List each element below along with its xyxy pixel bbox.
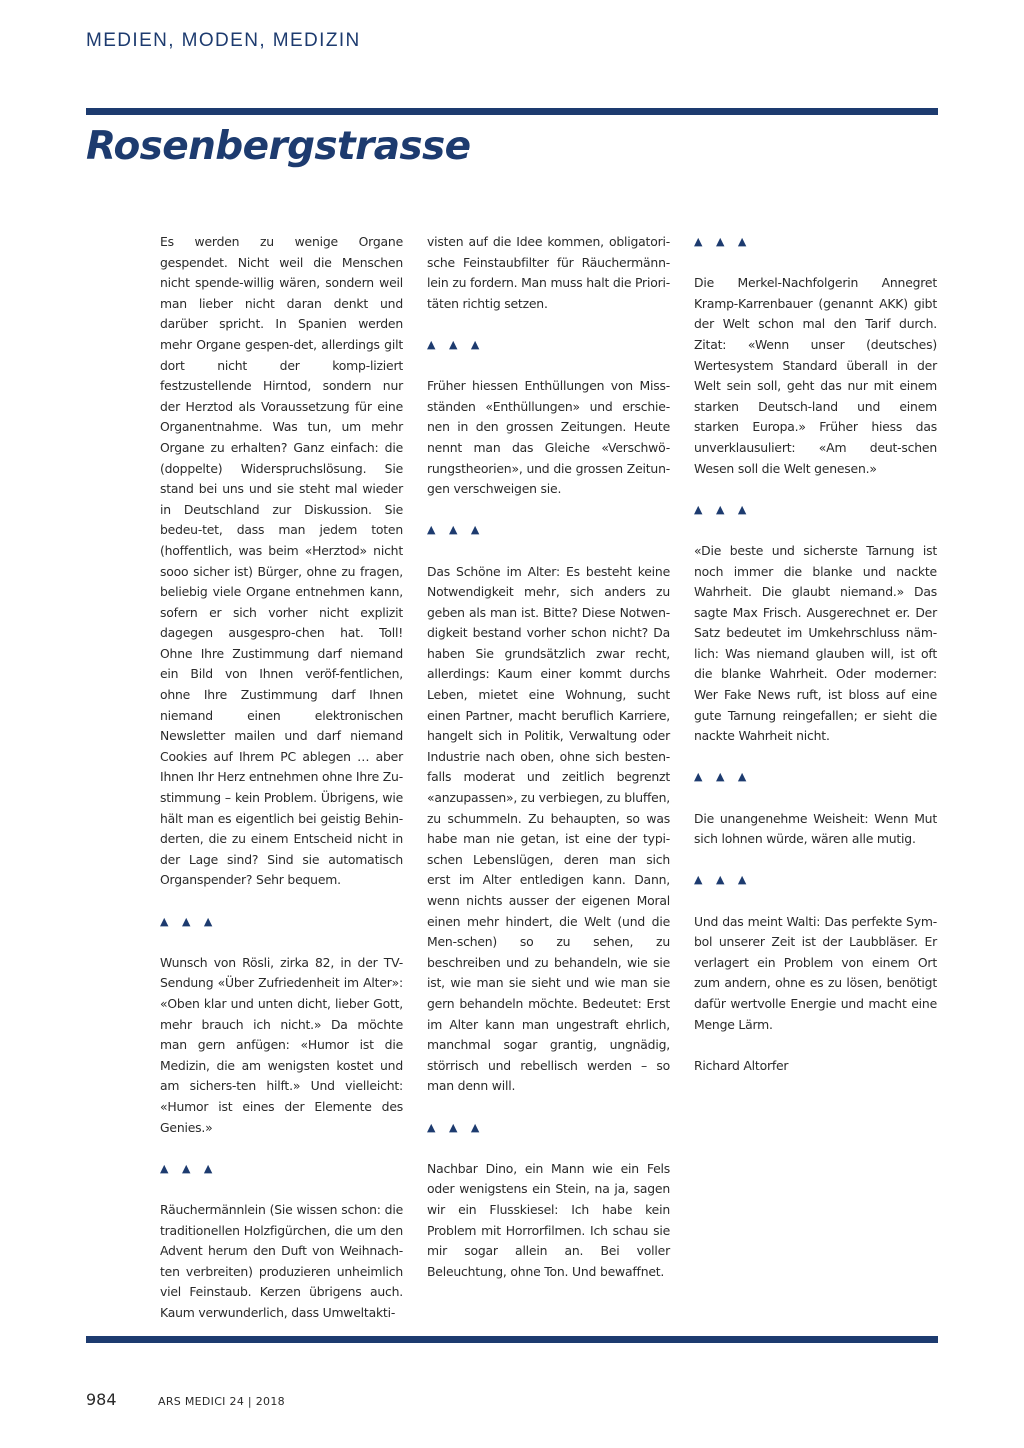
paragraph: Das Schöne im Alter: Es besteht keine Notwendigkeit mehr, sich anders zu geben als man ist. Bitte? Diese Notwen-digkeit bestand vorher schon nicht? Da haben Sie grundsätzlich zwar recht, allerdings: Kaum einer kommt durchs Leben, mietet eine Wohnung, sucht einen Partner, macht beruflich Karriere, hangelt sich in Politik, Verwaltung oder Industrie nach oben, ohne sich besten-falls moderat und zeitlich begrenzt «anzupassen», zu verbiegen, zu bluffen, zu schummeln. Zu behaupten, so was habe man nie getan, ist eine der typi-schen Lebenslügen, deren man sich erst im Alter entledigen kann. Dann, wenn nichts ausser der eigenen Moral einen mehr hindert, die Welt (und die Men-schen) so zu sehen, zu beschreiben und zu behandeln, wie sie ist, wie man sie sieht und wie man sie gern behandeln möchte. Bedeutet: Erst im Alter kann man ungestraft ehrlich, manchmal sogar grantig, ungnädig, störrisch und rebellisch werden – so man denn will. bbox=[427, 563, 670, 1094]
triangle-separator: ▲ ▲ ▲ bbox=[427, 523, 485, 537]
column-3 bbox=[694, 232, 937, 1076]
page-number: 984 bbox=[86, 1390, 117, 1409]
triangle-separator: ▲ ▲ ▲ bbox=[694, 235, 752, 248]
paragraph: Räuchermännlein (Sie wissen schon: die traditionellen Holzfigürchen, die um den Advent herum den Duft von Weihnach-ten verbreiten) produzieren unheimlich viel Feinstaub. Kerzen übrigens auch. Kaum verwunderlich, dass Umweltakti- bbox=[160, 1201, 403, 1320]
column-2 bbox=[427, 232, 670, 1282]
paragraph: Die Merkel-Nachfolgerin Annegret Kramp-Karrenbauer (genannt AKK) gibt der Welt schon mal den Tarif durch. Zitat: «Wenn unser (deutsches) Wertesystem Standard überall in der Welt sein soll, geht das nur mit einem starken Deutsch-land und einem starken Europa.» Früher hiess das unverklausuliert: «Am deut-schen Wesen soll die Welt genesen.» bbox=[694, 275, 937, 476]
triangle-separator: ▲ ▲ ▲ bbox=[160, 1161, 218, 1175]
paragraph: Nachbar Dino, ein Mann wie ein Fels oder wenigstens ein Stein, na ja, sagen wir ein Flusskiesel: Ich habe kein Problem mit Horrorfilmen. Ich schau sie mir sogar allein an. Bei voller Beleuchtung, ohne Ton. Und bewaffnet. bbox=[427, 1160, 670, 1279]
paragraph: Wunsch von Rösli, zirka 82, in der TV-Sendung «Über Zufriedenheit im Alter»: «Oben klar und unten dicht, lieber Gott, mehr brauch ich nicht.» Da möchte man gern anfügen: «Humor ist die Medizin, die am wenigsten kostet und am sichers-ten hilft.» Und vielleicht: «Humor ist eines der Elemente des Genies.» bbox=[160, 954, 403, 1135]
triangle-separator: ▲ ▲ ▲ bbox=[694, 770, 752, 784]
paragraph: Die unangenehme Weisheit: Wenn Mut sich lohnen würde, wären alle mutig. bbox=[694, 810, 937, 847]
section-label: MEDIEN, MODEN, MEDIZIN bbox=[86, 30, 361, 51]
paragraph: Es werden zu wenige Organe gespendet. Nicht weil die Menschen nicht spende-willig wären, sondern weil man lieber nicht daran denkt und darüber spricht. In Spanien werden mehr Organe gespen-det, allerdings gilt dort nicht der komp-liziert festzustellende Hirntod, sondern nur der Herztod als Voraussetzung für eine Organentnahme. Was tun, um mehr Organe zu erhalten? Ganz einfach: die (doppelte) Widerspruchslösung. Sie stand bei uns und sie steht mal wieder in Deutschland zur Diskussion. Sie bedeu-tet, dass man jedem toten (hoffentlich, was beim «Herztod» nicht sooo sicher ist) Bürger, ohne zu fragen, beliebig viele Organe entnehmen kann, sofern er sich vorher nicht explizit dagegen ausgespro-chen hat. Toll! Ohne Ihre Zustimmung darf niemand ein Bild von Ihnen veröf-fentlichen, ohne Ihre Zustimmung darf Ihnen niemand einen elektronischen Newsletter mailen und darf niemand Cookies auf Ihrem PC ablegen … aber Ihnen Ihr Herz entnehmen ohne Ihre Zu-stimmung – kein Problem. Übrigens, wie hält man es eigentlich bei geistig Behin-derten, die zu einem Entscheid nicht in der Lage sind? Sind sie automatisch Organspender? Sehr bequem. bbox=[160, 234, 403, 888]
journal-issue: ARS MEDICI 24 | 2018 bbox=[158, 1395, 285, 1408]
article-title: Rosenbergstrasse bbox=[86, 124, 471, 169]
bottom-rule bbox=[86, 1336, 938, 1343]
paragraph: Und das meint Walti: Das perfekte Sym-bol unserer Zeit ist der Laubbläser. Er verlagert ein Problem von einem Ort zum andern, ohne es zu lösen, benötigt dafür wertvolle Energie und macht eine Menge Lärm. bbox=[694, 913, 937, 1032]
paragraph: «Die beste und sicherste Tarnung ist noch immer die blanke und nackte Wahrheit. Die glaubt niemand.» Das sagte Max Frisch. Ausgerechnet er. Der Satz bedeutet im Umkehrschluss näm-lich: Was niemand glauben will, ist oft die blanke Wahrheit. Oder moderner: Wer Fake News ruft, ist bloss auf eine gute Tarnung reingefallen; er sieht die nackte Wahrheit nicht. bbox=[694, 542, 937, 744]
top-rule bbox=[86, 108, 938, 115]
triangle-separator: ▲ ▲ ▲ bbox=[160, 914, 218, 928]
paragraph: Früher hiessen Enthüllungen von Miss-ständen «Enthüllungen» und erschie-nen in den grossen Zeitungen. Heute nennt man das Gleiche «Verschwö-rungstheorien», und die grossen Zeitun-gen verschweigen sie. bbox=[427, 378, 670, 497]
triangle-separator: ▲ ▲ ▲ bbox=[694, 873, 752, 887]
triangle-separator: ▲ ▲ ▲ bbox=[427, 337, 485, 351]
column-1 bbox=[160, 232, 403, 1323]
triangle-separator: ▲ ▲ ▲ bbox=[694, 502, 752, 516]
triangle-separator: ▲ ▲ ▲ bbox=[427, 1120, 485, 1134]
author-signature: Richard Altorfer bbox=[694, 1057, 789, 1073]
paragraph: visten auf die Idee kommen, obligatori-sche Feinstaubfilter für Räuchermänn-lein zu fordern. Man muss halt die Priori-täten richtig setzen. bbox=[427, 234, 670, 311]
